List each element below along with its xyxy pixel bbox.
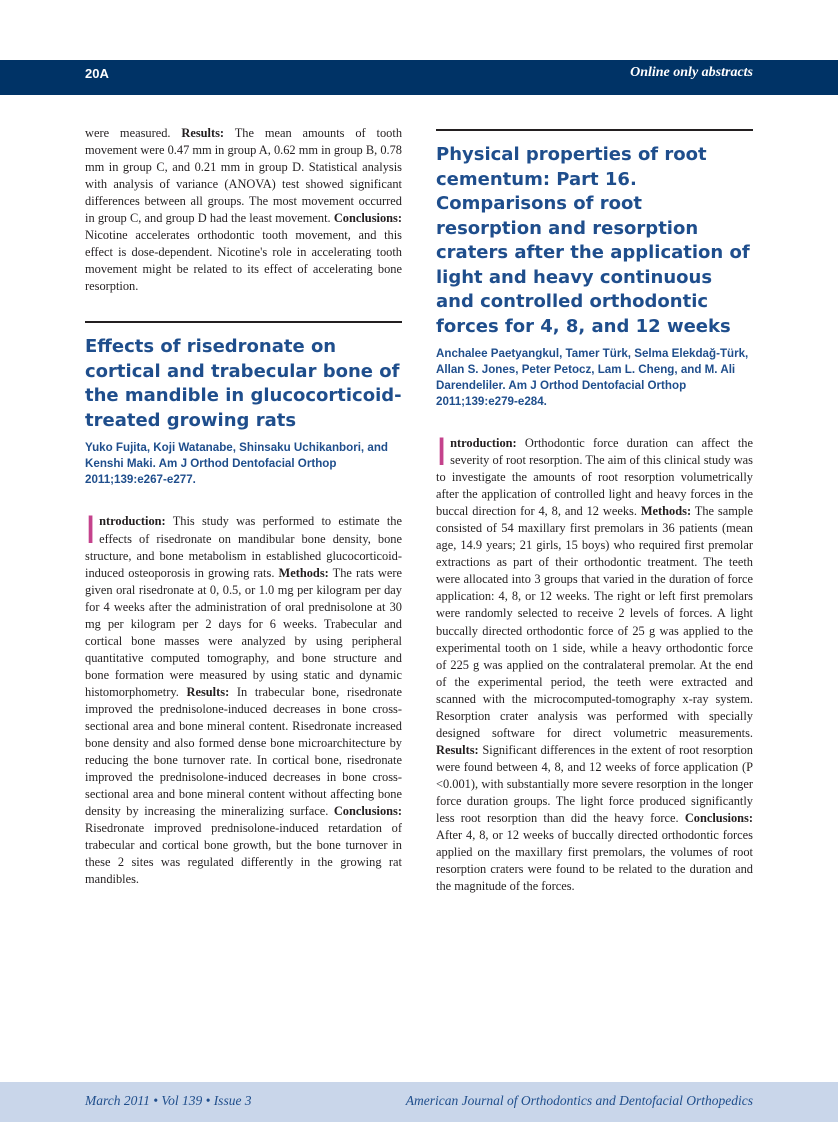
header-bar (0, 60, 838, 95)
drop-cap: I (436, 430, 448, 474)
previous-abstract-text: were measured. Results: The mean amounts of tooth movement were 0.47 mm in group A, 0.62 mm in group B, 0.78 mm in group C, and 0.21 mm in group D. Statistical analysis with analysis of variance (ANOVA) test showed significant differences between all groups. The most movement occurred in group C, and group D had the least movement. Conclusions: Nicotine accelerates orthodontic tooth movement, and this effect is dose-dependent. Nicotine's role in accelerating tooth movement might be related to its effect of accelerating bone resorption. (85, 126, 403, 294)
right-column (436, 125, 753, 895)
footer-bar (0, 1082, 838, 1122)
results-label: Results: (181, 126, 225, 140)
issue-info: March 2011 • Vol 139 • Issue 3 (85, 1093, 252, 1108)
abstract-body: Introduction: This study was performed to estimate the effects of risedronate on mandibular bone density, bone structure, and bone metabolism in established glucocorticoid-induced osteoporosis in growing rats. Methods: The rats were given oral risedronate at 0, 0.5, or 1.0 mg per kilogram per day for 4 weeks after the administration of oral prednisolone at 30 mg per kilogram per 2 days for 6 weeks. Trabecular and cortical bone masses were analyzed by using peripheral quantitative computed tomography, and bone structure and bone formation were measured by using static and dynamic histomorphometry. Results: In trabecular bone, risedronate improved the prednisolone-induced decreases in bone cross-sectional area and bone mineral content. Risedronate increased bone density and also formed dense bone microarchitecture by reducing the bone turnover rate. In cortical bone, risedronate improved the prednisolone-induced decreases in bone cross-sectional area and bone mineral content without affecting bone density by increasing the mineralizing surface. Conclusions: Risedronate improved prednisolone-induced retardation of trabecular and cortical bone growth, but the bone turnover in these 2 sites was regulated differently in the growing rat mandibles. (85, 508, 403, 887)
drop-cap: I (85, 508, 97, 553)
article-divider (436, 129, 753, 131)
section-label: Online only abstracts (630, 65, 753, 80)
article-title: Physical properties of root cementum: Part 16. Comparisons of root resorption and resorption craters after the application of light and heavy continuous and controlled orthodontic forces for 4, 8, and 12 weeks (436, 144, 750, 337)
page-number: 20A (85, 66, 109, 81)
article-title: Effects of risedronate on cortical and trabecular bone of the mandible in glucocorticoid-treated growing rats (85, 336, 402, 431)
article-authors: Yuko Fujita, Koji Watanabe, Shinsaku Uchikanbori, and Kenshi Maki. Am J Orthod Dentofacial Orthop 2011;139:e267-e277. (85, 441, 388, 487)
conclusions-label: Conclusions: (333, 211, 402, 226)
left-column (85, 125, 402, 889)
journal-name: American Journal of Orthodontics and Dentofacial Orthopedics (405, 1093, 753, 1108)
article-authors: Anchalee Paetyangkul, Tamer Türk, Selma Elekdağ-Türk, Allan S. Jones, Peter Petocz, Lam L. Cheng, and M. Ali Darendeliler. Am J Orthod Dentofacial Orthop 2011;139:e279-e284. (436, 347, 749, 408)
abstract-body: Introduction: Orthodontic force duration can affect the severity of root resorption. The aim of this clinical study was to investigate the amounts of root resorption volumetrically after the application of controlled light and heavy forces in the buccal direction for 4, 8, and 12 weeks. Methods: The sample consisted of 54 maxillary first premolars in 36 patients (mean age, 14.9 years; 21 girls, 15 boys) who required first premolar extractions as part of their orthodontic treatment. The teeth were allocated into 3 groups that varied in the duration of force application: 4, 8, or 12 weeks. The right or left first premolars were randomly selected to receive 2 levels of forces. A light buccally directed orthodontic force of 25 g was applied to the experimental tooth on 1 side, while a heavy orthodontic force of 225 g was applied on the contralateral premolar. At the end of the experimental period, the teeth were extracted and scanned with the microcomputed-tomography x-ray system. Resorption crater analysis was performed with specially designed software for direct volumetric measurements. Results: Significant differences in the extent of root resorption were found between 4, 8, and 12 weeks of force application (P <0.001), with substantially more severe resorption in the longer force duration groups. The light force produced significantly less root resorption than did the heavy force. Conclusions: After 4, 8, or 12 weeks of buccally directed orthodontic forces applied on the maxillary first premolars, the volumes of root resorption craters were found to be related to the duration and the magnitude of the forces. (436, 430, 754, 894)
article-divider (85, 321, 402, 323)
